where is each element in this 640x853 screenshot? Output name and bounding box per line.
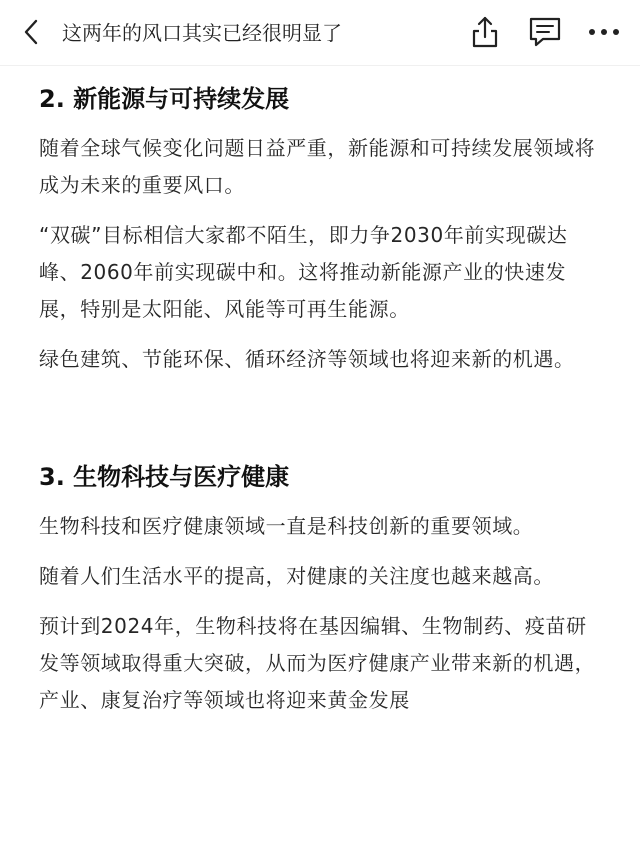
paragraph: “双碳”目标相信大家都不陌生，即力争2030年前实现碳达峰、2060年前实现碳中和。这将推动新能源产业的快速发展，特别是太阳能、风能等可再生能源。 (39, 223, 568, 321)
comment-button[interactable] (524, 13, 566, 51)
paragraph: 随着全球气候变化问题日益严重，新能源和可持续发展领域将成为未来的重要风口。 (39, 136, 596, 197)
page-title: 这两年的风口其实已经很明显了 (62, 21, 342, 45)
comment-icon (527, 15, 563, 49)
article-content (0, 66, 640, 853)
paragraph: 随着人们生活水平的提高，对健康的关注度也越来越高。 (39, 564, 554, 588)
section-title: 2. 新能源与可持续发展 (39, 85, 290, 113)
chevron-left-icon (22, 18, 42, 46)
paragraph: 预计到2024年，生物科技将在基因编辑、生物制药、疫苗研发等领域取得重大突破，从而为医疗健康产业带来新的机遇，产业、康复治疗等领域也将迎来黄金发展 (39, 614, 596, 712)
more-icon (587, 27, 621, 37)
back-button[interactable] (14, 14, 50, 50)
share-icon (470, 15, 500, 49)
paragraph: 生物科技和医疗健康领域一直是科技创新的重要领域。 (39, 514, 534, 538)
more-button[interactable] (584, 13, 624, 51)
nav-bar (0, 0, 640, 66)
paragraph: 绿色建筑、节能环保、循环经济等领域也将迎来新的机遇。 (39, 347, 575, 371)
share-button[interactable] (466, 13, 504, 51)
section-title: 3. 生物科技与医疗健康 (39, 463, 290, 491)
